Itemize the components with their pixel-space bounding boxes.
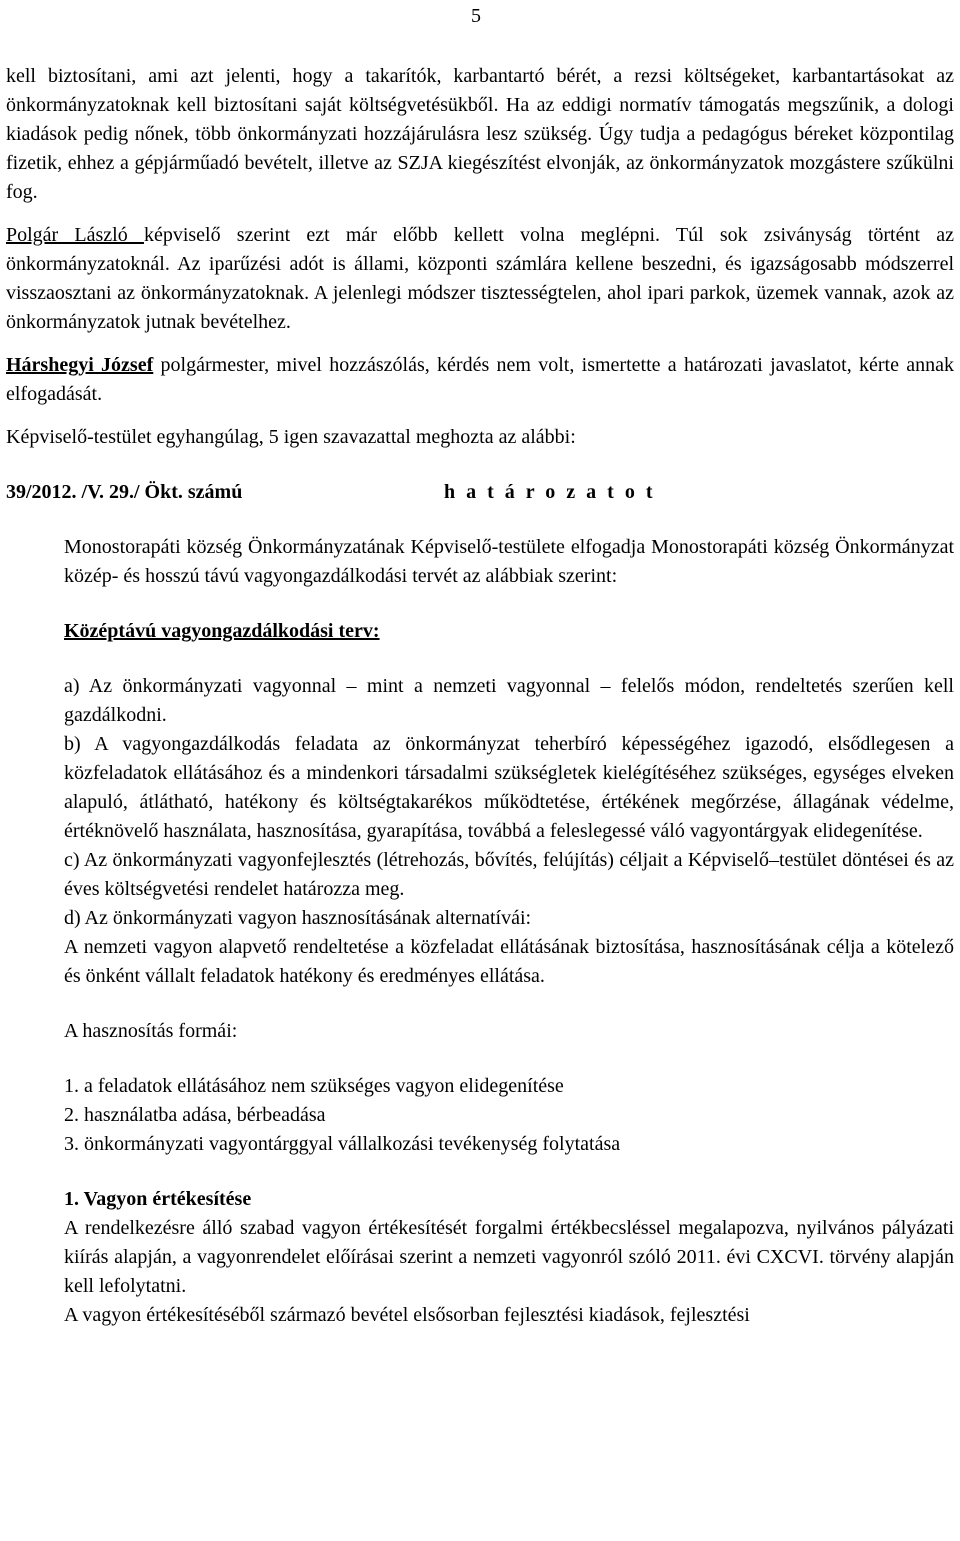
resolution-word: h a t á r o z a t o t	[444, 481, 656, 503]
resolution-header	[6, 478, 954, 507]
document-body	[6, 62, 954, 1330]
forms-list	[64, 1072, 954, 1159]
forms-list-item: 2. használatba adása, bérbeadása	[64, 1104, 326, 1126]
plan-item-d: d) Az önkormányzati vagyon hasznosításának alternatívái:	[64, 907, 532, 929]
speaker-text-polgar: képviselő szerint ezt már előbb kellett volna meglépni. Túl sok zsiványság történt az önkormányzatoknál. Az iparűzési adót is állami, központi számlára kellene beszedni, és igazságosabb módszerrel visszaosztani az önkormányzatoknak. A jelenlegi módszer tisztességtelen, ahol ipari parkok, üzemek vannak, azok az önkormányzatok jutnak bevételhez.	[6, 224, 955, 333]
section-1-paragraph-continued: A vagyon értékesítéséből származó bevétel elsősorban fejlesztési kiadások, fejlesztési	[64, 1304, 750, 1326]
speaker-name-harshegyi: Hárshegyi József	[6, 354, 154, 376]
plan-item-d-text: A nemzeti vagyon alapvető rendeltetése a közfeladat ellátásának biztosítása, hasznosításának célja a kötelező és önként vállalt feladatok hatékony és eredményes ellátása.	[64, 936, 954, 987]
forms-list-item: 3. önkormányzati vagyontárggyal vállalkozási tevékenység folytatása	[64, 1133, 621, 1155]
forms-list-item: 1. a feladatok ellátásához nem szükséges vagyon elidegenítése	[64, 1075, 564, 1097]
section-1-title: 1. Vagyon értékesítése	[64, 1188, 252, 1210]
plan-item-a: a) Az önkormányzati vagyonnal – mint a nemzeti vagyonnal – felelős módon, rendeltetés szerűen kell gazdálkodni.	[64, 675, 954, 726]
speaker-text-harshegyi: polgármester, mivel hozzászólás, kérdés nem volt, ismertette a határozati javaslatot, kérte annak elfogadását.	[6, 354, 954, 405]
forms-heading: A hasznosítás formái:	[64, 1020, 238, 1042]
resolution-number: 39/2012. /V. 29./ Ökt. számú	[6, 481, 243, 503]
resolution-body: Monostorapáti község Önkormányzatának Képviselő-testülete elfogadja Monostorapáti község Önkormányzat közép- és hosszú távú vagyongazdálkodási tervét az alábbiak szerint:	[64, 536, 954, 587]
paragraph-harshegyi	[6, 351, 954, 409]
paragraph-polgar	[6, 221, 954, 337]
plan-item-b: b) A vagyongazdálkodás feladata az önkormányzat teherbíró képességéhez igazodó, elsődlegesen a közfeladatok ellátásához és a mindenkori társadalmi szükségletek kielégítéséhez szükséges, egységes elveken alapuló, átlátható, hatékony és költségtakarékos működtetése, értékének megőrzése, állagának védelme, értéknövelő használata, hasznosítása, gyarapítása, továbbá a feleslegessé váló vagyontárgyak elidegenítése.	[64, 733, 954, 842]
section-1-paragraph: A rendelkezésre álló szabad vagyon értékesítését forgalmi értékbecsléssel megalapozva, nyilvános pályázati kiírás alapján, a vagyonrendelet előírásai szerint a nemzeti vagyonról szóló 2011. évi CXCVI. törvény alapján kell lefolytatni.	[64, 1217, 954, 1297]
page-number: 5	[471, 5, 481, 27]
plan-item-c: c) Az önkormányzati vagyonfejlesztés (létrehozás, bővítés, felújítás) céljait a Képviselő‒testület döntései és az éves költségvetési rendelet határozza meg.	[64, 849, 954, 900]
paragraph-intro: kell biztosítani, ami azt jelenti, hogy a takarítók, karbantartó bérét, a rezsi költségeket, karbantartásokat az önkormányzatoknak kell biztosítani saját költségvetésükből. Ha az eddigi normatív támogatás megszűnik, a dologi kiadások pedig nőnek, több önkormányzati hozzájárulásra lesz szükség. Úgy tudja a pedagógus béreket központilag fizetik, ehhez a gépjárműadó bevételt, illetve az SZJA kiegészítést elvonják, az önkormányzatok mozgástere szűkülni fog.	[6, 65, 954, 203]
plan-heading: Középtávú vagyongazdálkodási terv:	[64, 620, 380, 642]
paragraph-vote: Képviselő-testület egyhangúlag, 5 igen szavazattal meghozta az alábbi:	[6, 426, 576, 448]
speaker-name-polgar: Polgár László	[6, 224, 144, 246]
